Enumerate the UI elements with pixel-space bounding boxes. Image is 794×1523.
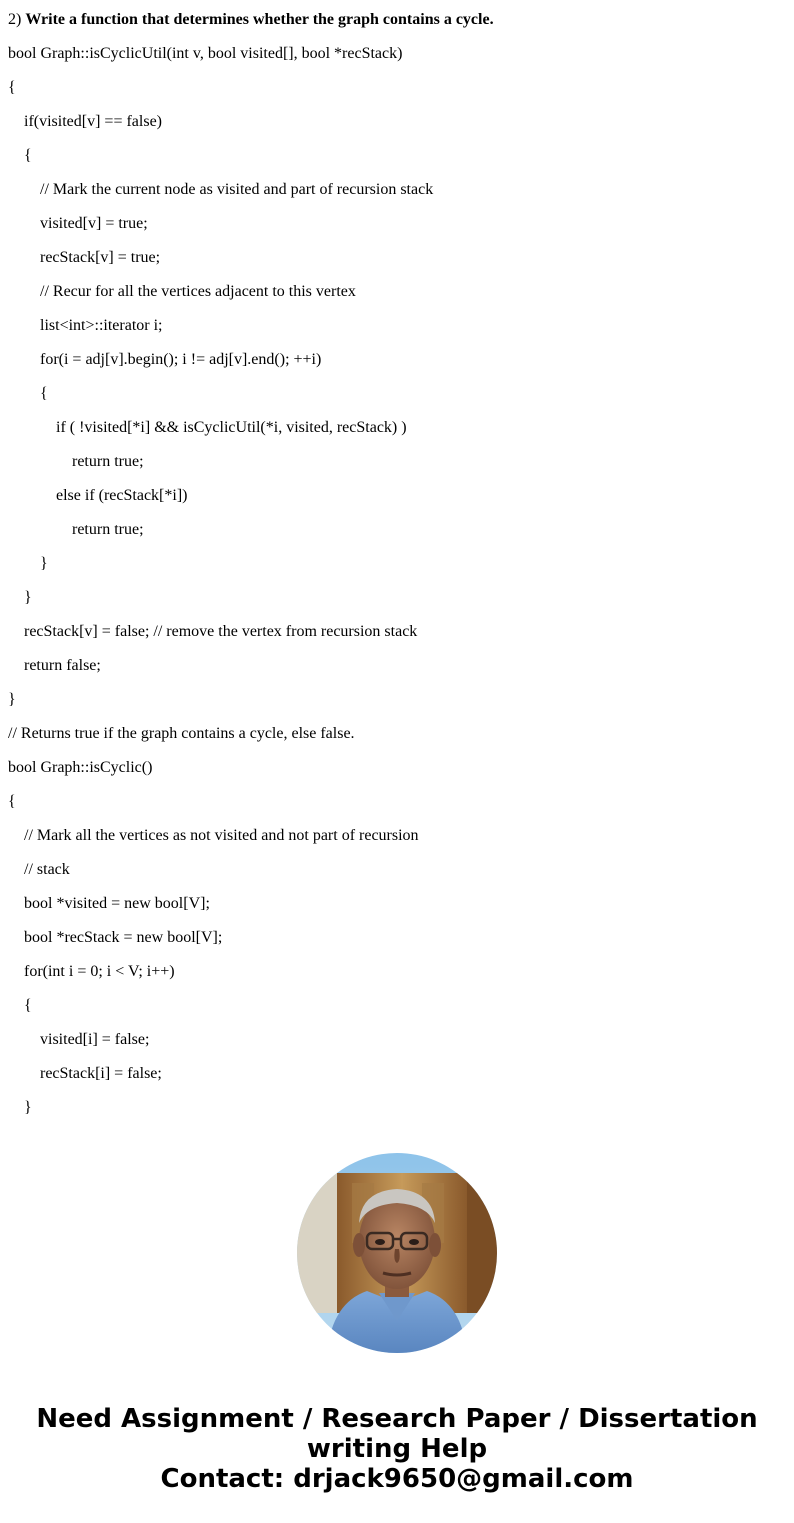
- code-line: return true;: [72, 453, 144, 470]
- code-line: bool Graph::isCyclicUtil(int v, bool visited[], bool *recStack): [8, 45, 403, 62]
- question-heading: [8, 10, 788, 44]
- document-body: [8, 10, 788, 1132]
- promo-banner: [0, 1404, 794, 1494]
- code-line: // Mark all the vertices as not visited and not part of recursion: [24, 827, 419, 844]
- code-line: // Returns true if the graph contains a cycle, else false.: [8, 725, 355, 742]
- code-line: bool *recStack = new bool[V];: [24, 929, 223, 946]
- promo-line-2: writing Help: [306, 1434, 488, 1464]
- code-line: }: [24, 1099, 32, 1116]
- code-line: for(i = adj[v].begin(); i != adj[v].end(); ++i): [40, 351, 322, 368]
- code-line: recStack[v] = true;: [40, 249, 161, 266]
- code-line: {: [8, 793, 16, 810]
- code-line: {: [24, 147, 32, 164]
- code-line: recStack[i] = false;: [40, 1065, 162, 1082]
- code-line: {: [8, 79, 16, 96]
- author-photo: [297, 1153, 497, 1353]
- code-line: visited[i] = false;: [40, 1031, 150, 1048]
- question-number: 2): [8, 11, 22, 28]
- code-line: }: [40, 555, 48, 572]
- code-line: bool Graph::isCyclic(): [8, 759, 153, 776]
- code-line: // Mark the current node as visited and part of recursion stack: [40, 181, 434, 198]
- code-line: return false;: [24, 657, 101, 674]
- code-line: {: [40, 385, 48, 402]
- code-line: list<int>::iterator i;: [40, 317, 163, 334]
- code-line: // stack: [24, 861, 70, 878]
- code-line: if ( !visited[*i] && isCyclicUtil(*i, visited, recStack) ): [56, 419, 407, 436]
- code-line: }: [24, 589, 32, 606]
- code-line: if(visited[v] == false): [24, 113, 162, 130]
- code-line: // Recur for all the vertices adjacent to this vertex: [40, 283, 356, 300]
- code-line: else if (recStack[*i]): [56, 487, 188, 504]
- code-line: }: [8, 691, 16, 708]
- code-line: {: [24, 997, 32, 1014]
- code-block: [8, 44, 788, 1132]
- promo-line-1: Need Assignment / Research Paper / Dissertation: [36, 1404, 758, 1434]
- question-title: Write a function that determines whether the graph contains a cycle.: [25, 11, 494, 28]
- code-line: visited[v] = true;: [40, 215, 148, 232]
- code-line: for(int i = 0; i < V; i++): [24, 963, 175, 980]
- code-line: bool *visited = new bool[V];: [24, 895, 210, 912]
- promo-contact: Contact: drjack9650@gmail.com: [160, 1464, 634, 1494]
- author-avatar: [297, 1153, 497, 1353]
- code-line: return true;: [72, 521, 144, 538]
- code-line: recStack[v] = false; // remove the vertex from recursion stack: [24, 623, 418, 640]
